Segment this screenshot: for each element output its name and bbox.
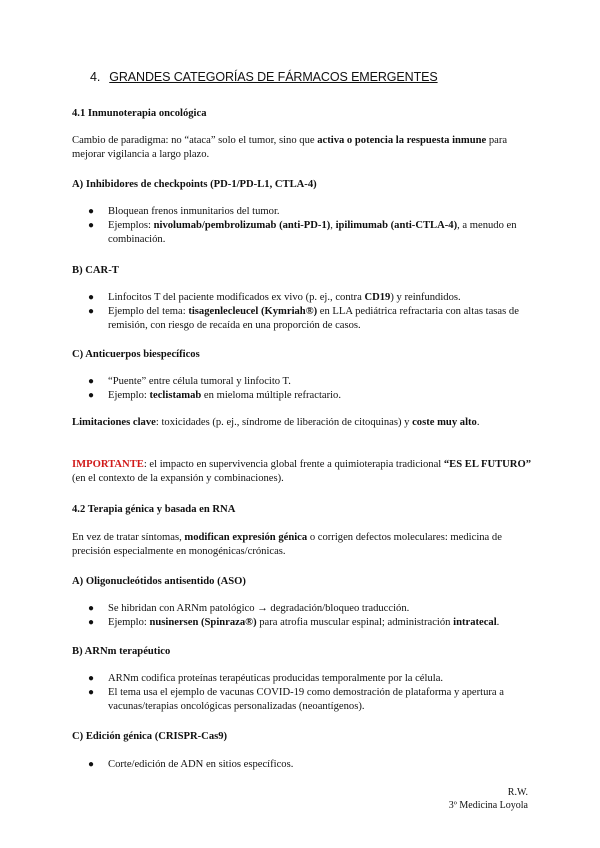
heading-bispecific-antibodies: C) Anticuerpos biespecíficos — [72, 349, 200, 360]
subsection-heading-4-1: 4.1 Inmunoterapia oncológica — [72, 108, 207, 119]
bullet-icon: ● — [88, 220, 95, 231]
list-item: ● El tema usa el ejemplo de vacunas COVID-19 como demostración de plataforma y apertura a vacunas/terapias oncológicas personalizadas (neoantígenos). — [88, 687, 504, 712]
bullet-icon: ● — [88, 206, 95, 217]
list-item: ● Bloquean frenos inmunitarios del tumor. — [88, 206, 280, 217]
bullet-icon: ● — [88, 687, 95, 698]
bullet-icon: ● — [88, 376, 95, 387]
list-bispecific-antibodies — [72, 375, 532, 403]
heading-mrna: B) ARNm terapéutico — [72, 646, 171, 657]
bullet-icon: ● — [88, 306, 95, 317]
footer — [449, 786, 528, 812]
heading-checkpoint-inhibitors: A) Inhibidores de checkpoints (PD-1/PD-L1, CTLA-4) — [72, 179, 317, 190]
heading-gene-editing: C) Edición génica (CRISPR-Cas9) — [72, 731, 228, 742]
bullet-icon: ● — [88, 673, 95, 684]
list-item: ● “Puente” entre célula tumoral y linfocito T. — [88, 376, 291, 387]
section-title-text: GRANDES CATEGORÍAS DE FÁRMACOS EMERGENTES — [109, 70, 438, 84]
important-label: IMPORTANTE — [72, 459, 144, 470]
list-mrna — [72, 672, 532, 714]
section-number: 4. — [90, 70, 101, 84]
section-title — [90, 70, 438, 84]
list-car-t — [72, 291, 532, 333]
paragraph-limitations: Limitaciones clave: toxicidades (p. ej., síndrome de liberación de citoquinas) y coste muy alto. — [72, 417, 480, 428]
paragraph-intro-4-1: Cambio de paradigma: no “ataca” solo el tumor, sino que activa o potencia la respuesta inmune para mejorar vigilancia a largo plazo. — [72, 135, 508, 160]
list-item: ● ARNm codifica proteínas terapéuticas producidas temporalmente por la célula. — [88, 673, 444, 684]
subsection-heading-4-2: 4.2 Terapia génica y basada en RNA — [72, 504, 236, 515]
paragraph-important: IMPORTANTE: el impacto en supervivencia global frente a quimioterapia tradicional “ES EL FUTURO” (en el contexto de la expansión y combinaciones). — [72, 459, 531, 484]
list-item: ● Ejemplo: teclistamab en mieloma múltiple refractario. — [88, 390, 342, 401]
bullet-icon: ● — [88, 292, 95, 303]
list-item: ● Se hibridan con ARNm patológico → degradación/bloqueo traducción. — [88, 603, 410, 614]
bullet-icon: ● — [88, 390, 95, 401]
bullet-icon: ● — [88, 759, 95, 770]
bullet-icon: ● — [88, 617, 95, 628]
list-item: ● Ejemplos: nivolumab/pembrolizumab (anti-PD-1), ipilimumab (anti-CTLA-4), a menudo en combinación. — [88, 220, 517, 245]
list-gene-editing — [72, 758, 532, 772]
heading-aso: A) Oligonucleótidos antisentido (ASO) — [72, 576, 246, 587]
footer-course: 3º Medicina Loyola — [448, 800, 528, 811]
list-item: ● Linfocitos T del paciente modificados ex vivo (p. ej., contra CD19) y reinfundidos. — [88, 292, 461, 303]
paragraph-intro-4-2: En vez de tratar síntomas, modifican expresión génica o corrigen defectos moleculares: medicina de precisión especialmente en monogénicas/crónicas. — [72, 532, 502, 557]
list-item: ● Ejemplo del tema: tisagenlecleucel (Kymriah®) en LLA pediátrica refractaria con altas tasas de remisión, con riesgo de recaída en una proporción de casos. — [88, 306, 519, 331]
list-checkpoint-inhibitors — [72, 205, 532, 247]
heading-car-t: B) CAR-T — [72, 265, 119, 276]
footer-author: R.W. — [507, 787, 528, 798]
list-item: ● Corte/edición de ADN en sitios específicos. — [88, 759, 294, 770]
bullet-icon: ● — [88, 603, 95, 614]
list-aso — [72, 602, 532, 630]
list-item: ● Ejemplo: nusinersen (Spinraza®) para atrofia muscular espinal; administración intratecal. — [88, 617, 500, 628]
